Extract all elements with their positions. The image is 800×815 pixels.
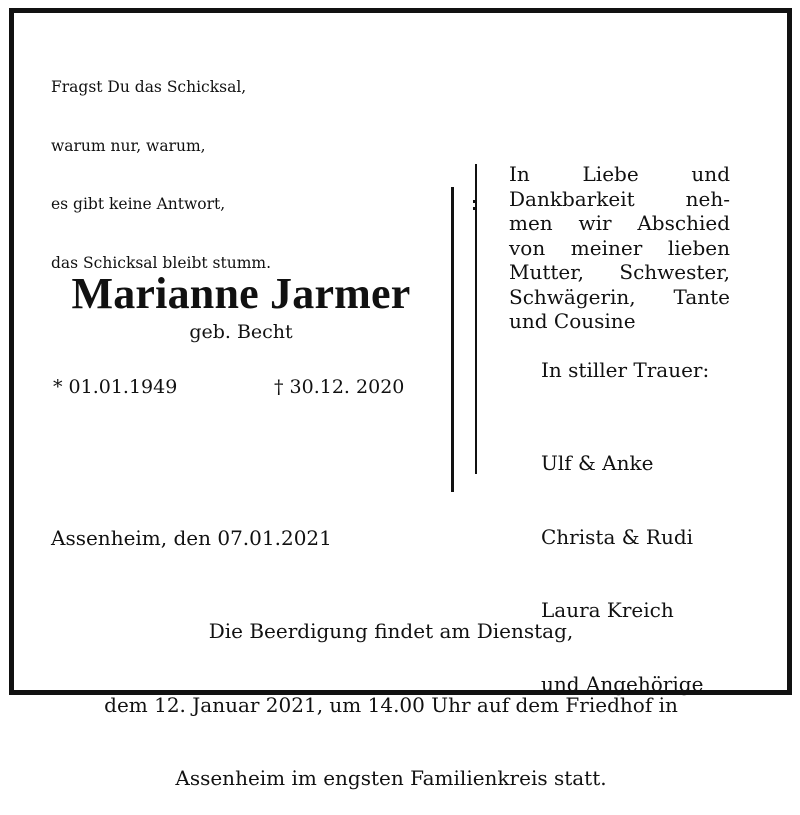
poem [51,39,271,293]
mourner: Ulf & Anke [541,451,654,475]
poem-line: Fragst Du das Schicksal, [51,78,247,96]
thanks-line: Dankbarkeit neh- [509,186,730,211]
birth-date: * 01.01.1949 [53,376,178,398]
place-date: Assenheim, den 07.01.2021 [51,526,332,550]
mourner: Laura Kreich [541,598,674,622]
thanks-line: In Liebe und [509,162,730,186]
maiden-name: geb. Becht [189,321,293,343]
mourner: Christa & Rudi [541,524,694,549]
thanks-line: Schwägerin, Tante [509,284,730,309]
funeral-notice [51,570,731,815]
deceased-name: Marianne Jarmer [71,269,411,318]
death-date: † 30.12. 2020 [274,376,405,398]
funeral-line: Assenheim im engsten Familienkreis statt. [175,766,607,790]
thanks-line: von meiner lieben [509,235,730,260]
funeral-line: dem 12. Januar 2021, um 14.00 Uhr auf dem Friedhof in [104,692,678,717]
divider-line [451,187,454,492]
divider-mark [473,198,477,212]
signoff: In stiller Trauer: [541,358,710,382]
poem-line: warum nur, warum, [51,136,206,155]
poem-line: es gibt keine Antwort, [51,195,226,213]
thanks-text [509,162,730,334]
funeral-line: Die Beerdigung findet am Dienstag, [208,619,574,643]
poem-line: das Schicksal bleibt stumm. [51,253,272,272]
mourner: und Angehörige [541,671,704,696]
thanks-line: men wir Abschied [509,211,730,235]
thanks-line: Mutter, Schwester, [509,260,730,284]
thanks-line: und Cousine [509,309,636,333]
